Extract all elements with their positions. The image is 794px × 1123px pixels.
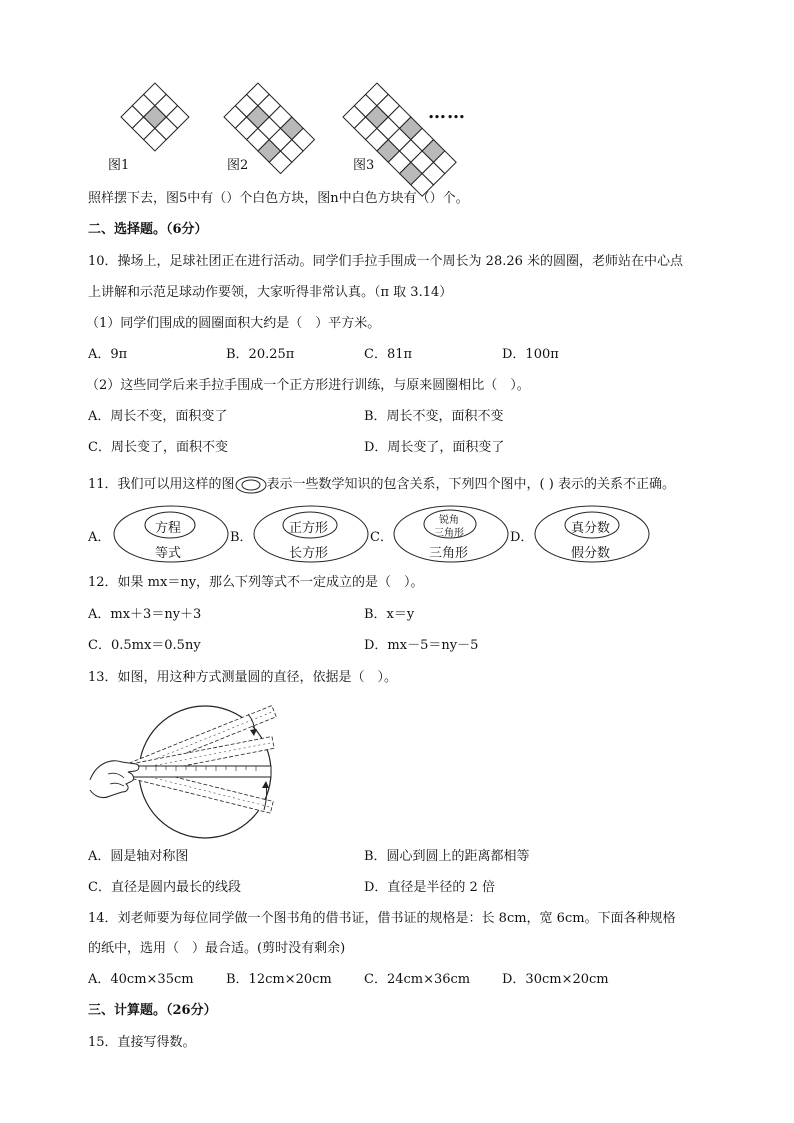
figure-1 bbox=[121, 83, 189, 151]
q12-option-c[interactable]: C．0.5mx＝0.5ny bbox=[88, 638, 201, 653]
q11-c-inner-line2: 三角形 bbox=[434, 528, 464, 539]
q11-a-inner: 方程 bbox=[155, 521, 182, 536]
q10-sub1-option-d[interactable]: D．100π bbox=[502, 347, 559, 362]
figure-3 bbox=[343, 83, 456, 196]
figure-2-label: 图2 bbox=[227, 158, 249, 173]
q13-option-c[interactable]: C．直径是圆内最长的线段 bbox=[88, 880, 241, 895]
q14-option-a[interactable]: A．40cm×35cm bbox=[88, 972, 194, 987]
q11-stem bbox=[88, 473, 675, 493]
q10-sub2-option-d[interactable]: D．周长变了，面积变了 bbox=[364, 440, 505, 455]
section2-title: 二、选择题。（6分） bbox=[88, 222, 208, 237]
q11-option-a-letter[interactable]: A． bbox=[88, 530, 111, 545]
q13-option-b[interactable]: B．圆心到圆上的距离都相等 bbox=[364, 849, 530, 864]
q12-option-a[interactable]: A．mx＋3＝ny＋3 bbox=[88, 607, 202, 622]
q10-sub1: （1）同学们围成的圆圈面积大约是（ ）平方米。 bbox=[86, 316, 381, 331]
q12-option-b[interactable]: B．x＝y bbox=[364, 607, 415, 622]
pattern-figures bbox=[0, 0, 794, 150]
q14-option-b[interactable]: B．12cm×20cm bbox=[226, 972, 332, 987]
circle-measurement-diagram bbox=[88, 692, 288, 842]
q11-option-c-letter[interactable]: C． bbox=[370, 530, 393, 545]
q10-sub2-option-c[interactable]: C．周长变了，面积不变 bbox=[88, 440, 228, 455]
pattern-question: 照样摆下去，图5中有（）个白色方块，图n中白色方块有（）个。 bbox=[88, 191, 469, 206]
q11-a-outer: 等式 bbox=[155, 546, 182, 561]
q10-stem-line2: 上讲解和示范足球动作要领，大家听得非常认真。（π 取 3.14） bbox=[88, 285, 453, 300]
q10-sub1-option-c[interactable]: C．81π bbox=[364, 347, 413, 362]
q11-option-b-letter[interactable]: B． bbox=[230, 530, 253, 545]
q11-c-inner-line1: 锐角 bbox=[439, 515, 459, 526]
q12-option-d[interactable]: D．mx－5＝ny－5 bbox=[364, 638, 479, 653]
figure-3-label: 图3 bbox=[353, 158, 375, 173]
q10-sub2-option-b[interactable]: B．周长不变，面积不变 bbox=[364, 409, 504, 424]
q14-stem-line2: 的纸中，选用（ ）最合适。(剪时没有剩余) bbox=[88, 941, 346, 956]
q12-stem: 12．如果 mx＝ny，那么下列等式不一定成立的是（ ）。 bbox=[88, 575, 424, 590]
q14-option-c[interactable]: C．24cm×36cm bbox=[364, 972, 471, 987]
q14-stem-line1: 14．刘老师要为每位同学做一个图书角的借书证，借书证的规格是：长 8cm，宽 6cm。下面各种规格 bbox=[88, 911, 676, 926]
figure-1-label: 图1 bbox=[108, 158, 130, 173]
q13-option-d[interactable]: D．直径是半径的 2 倍 bbox=[364, 880, 495, 895]
q11-c-outer: 三角形 bbox=[429, 546, 469, 561]
q15-stem: 15．直接写得数。 bbox=[88, 1035, 196, 1050]
q11-b-inner: 正方形 bbox=[289, 521, 329, 536]
q11-d-inner: 真分数 bbox=[571, 521, 611, 536]
q10-sub1-option-a[interactable]: A．9π bbox=[88, 347, 128, 362]
q11-b-outer: 长方形 bbox=[289, 546, 329, 561]
q13-stem: 13．如图，用这种方式测量圆的直径，依据是（ ）。 bbox=[88, 670, 398, 685]
q10-stem-line1: 10．操场上，足球社团正在进行活动。同学们手拉手围成一个周长为 28.26 米的圆圈，老师站在中心点 bbox=[88, 254, 684, 269]
section3-title: 三、计算题。（26分） bbox=[88, 1003, 217, 1018]
q11-option-d-letter[interactable]: D． bbox=[510, 530, 534, 545]
q10-sub1-option-b[interactable]: B．20.25π bbox=[226, 347, 295, 362]
q11-d-outer: 假分数 bbox=[571, 546, 611, 561]
q14-option-d[interactable]: D．30cm×20cm bbox=[502, 972, 609, 987]
nested-ellipse-icon bbox=[235, 477, 267, 493]
q11-stem-before: 11．我们可以用这样的图 bbox=[88, 477, 235, 492]
q11-stem-after: 表示一些数学知识的包含关系，下列四个图中，( ) 表示的关系不正确。 bbox=[266, 477, 675, 492]
pattern-ellipsis: …… bbox=[428, 102, 466, 123]
q10-sub2-option-a[interactable]: A．周长不变，面积变了 bbox=[88, 409, 228, 424]
q13-option-a[interactable]: A．圆是轴对称图 bbox=[88, 849, 189, 864]
q10-sub2: （2）这些同学后来手拉手围成一个正方形进行训练，与原来圆圈相比（ ）。 bbox=[86, 378, 530, 393]
